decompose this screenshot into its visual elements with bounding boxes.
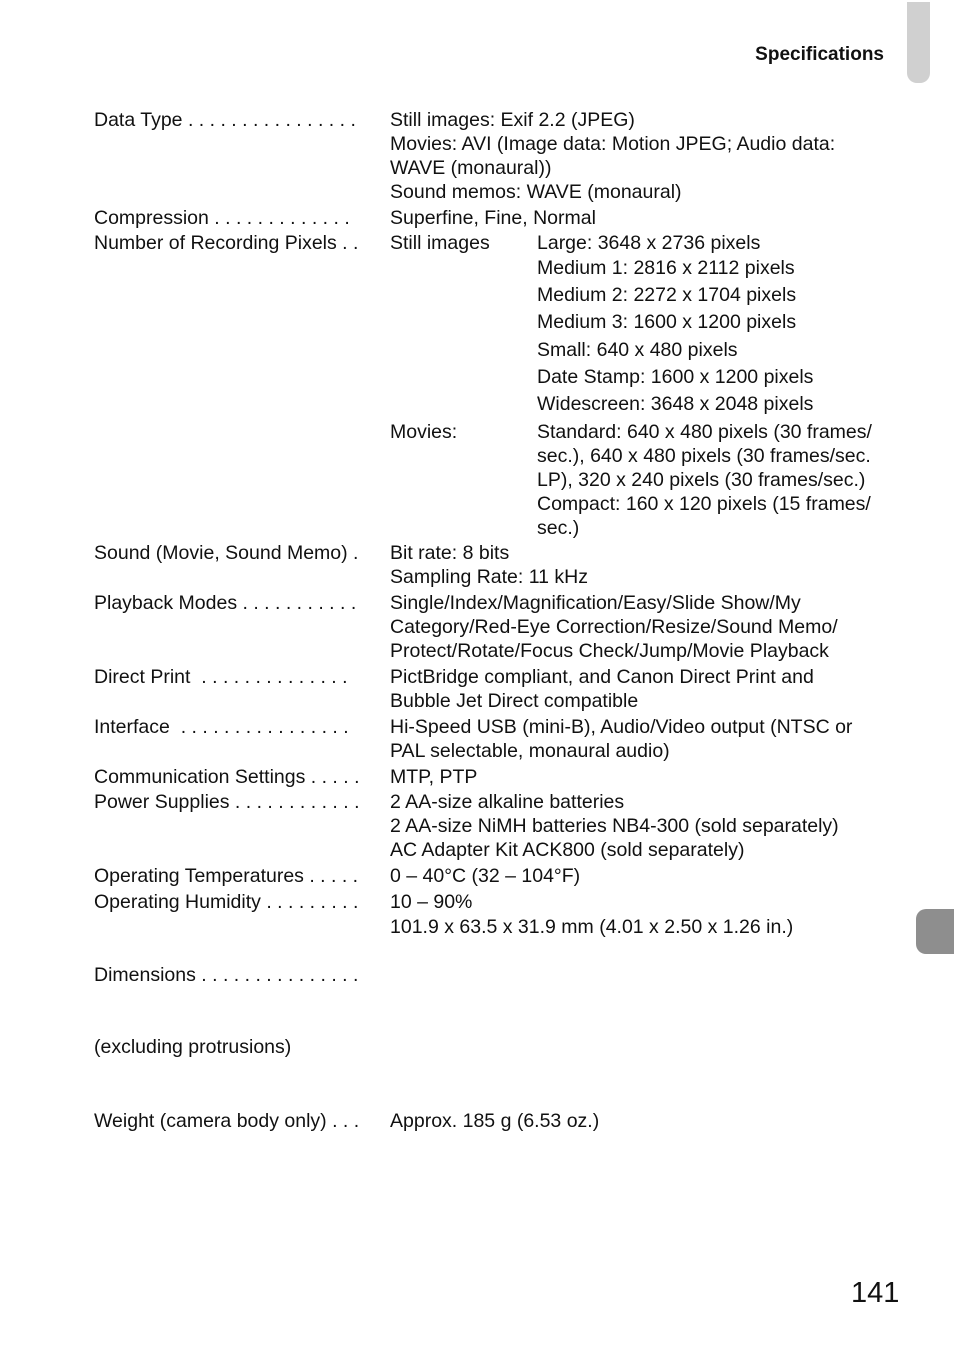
pixels-values <box>537 231 914 418</box>
spec-value-line: PAL selectable, monaural audio) <box>390 740 670 763</box>
pixels-value-line: Date Stamp: 1600 x 1200 pixels <box>537 365 814 388</box>
spec-label <box>94 915 390 1107</box>
pixels-value-line: LP), 320 x 240 pixels (30 frames/sec.) <box>537 469 866 492</box>
spec-value-line: Still images: Exif 2.2 (JPEG) <box>390 109 635 131</box>
pixels-still-images <box>390 231 914 418</box>
pixels-value-line: sec.), 640 x 480 pixels (30 frames/sec. <box>537 445 871 468</box>
spec-row-communication-settings <box>94 765 914 789</box>
spec-value-line: Bubble Jet Direct compatible <box>390 690 639 713</box>
pixels-category: Still images <box>390 232 490 254</box>
spec-value-line: Protect/Rotate/Focus Check/Jump/Movie Playback <box>390 640 829 663</box>
spec-label: Operating Temperatures . . . . . <box>94 865 359 888</box>
spec-value-line: 0 – 40°C (32 – 104°F) <box>390 865 581 888</box>
spec-label: Interface . . . . . . . . . . . . . . . . <box>94 716 349 739</box>
spec-value-line: Sound memos: WAVE (monaural) <box>390 181 682 203</box>
spec-row-recording-pixels <box>94 231 914 540</box>
pixels-value-line: Widescreen: 3648 x 2048 pixels <box>537 393 814 416</box>
spec-label: Power Supplies . . . . . . . . . . . . <box>94 791 360 814</box>
page-header-title: Specifications <box>755 44 884 65</box>
spec-row-playback-modes <box>94 591 914 663</box>
spec-value-line: Single/Index/Magnification/Easy/Slide Show/My <box>390 592 801 615</box>
spec-value <box>390 665 914 713</box>
spec-row-data-type <box>94 108 914 204</box>
recording-pixels-table <box>390 231 914 540</box>
spec-label: Playback Modes . . . . . . . . . . . <box>94 592 357 615</box>
spec-row-power-supplies <box>94 790 914 862</box>
spec-row-compression <box>94 206 914 230</box>
thumb-tab-top <box>907 2 930 83</box>
spec-value <box>390 715 914 763</box>
spec-row-operating-humidity <box>94 890 914 914</box>
pixels-value-line: Large: 3648 x 2736 pixels <box>537 232 761 254</box>
spec-value-line: WAVE (monaural)) <box>390 157 552 179</box>
spec-row-operating-temperatures <box>94 864 914 888</box>
spec-value-line: Movies: AVI (Image data: Motion JPEG; Audio data: <box>390 133 836 155</box>
spec-label: Weight (camera body only) . . . <box>94 1110 360 1133</box>
spec-row-weight <box>94 1109 914 1133</box>
spec-row-sound <box>94 541 914 589</box>
pixels-movies <box>390 420 914 540</box>
pixels-value-line: Medium 3: 1600 x 1200 pixels <box>537 311 797 334</box>
pixels-values <box>537 420 914 540</box>
spec-value-line: Hi-Speed USB (mini-B), Audio/Video output (NTSC or <box>390 716 853 739</box>
spec-value-line: PictBridge compliant, and Canon Direct Print and <box>390 666 814 689</box>
spec-value-line: MTP, PTP <box>390 766 478 789</box>
pixels-value-line: Small: 640 x 480 pixels <box>537 338 738 361</box>
spec-value <box>390 864 914 888</box>
spec-label: Data Type . . . . . . . . . . . . . . . . <box>94 109 356 131</box>
pixels-value-line: Medium 1: 2816 x 2112 pixels <box>537 257 795 279</box>
spec-row-direct-print <box>94 665 914 713</box>
spec-value <box>390 890 914 914</box>
spec-value-line: AC Adapter Kit ACK800 (sold separately) <box>390 839 745 862</box>
spec-label: Number of Recording Pixels . . <box>94 232 359 254</box>
spec-value-line: 2 AA-size NiMH batteries NB4-300 (sold separately) <box>390 815 839 838</box>
spec-value-line: Sampling Rate: 11 kHz <box>390 566 588 589</box>
spec-value-line: 2 AA-size alkaline batteries <box>390 791 625 814</box>
spec-label: Communication Settings . . . . . <box>94 766 360 789</box>
spec-row-dimensions <box>94 915 914 1107</box>
pixels-value-line: Compact: 160 x 120 pixels (15 frames/ <box>537 493 871 516</box>
page-number: 141 <box>851 1277 900 1309</box>
spec-value <box>390 591 914 663</box>
spec-label: Direct Print . . . . . . . . . . . . . . <box>94 666 348 689</box>
spec-value <box>390 790 914 862</box>
spec-value <box>390 541 914 589</box>
spec-value-line: Category/Red-Eye Correction/Resize/Sound Memo/ <box>390 616 838 639</box>
spec-label: Compression . . . . . . . . . . . . . <box>94 207 350 229</box>
spec-label: Sound (Movie, Sound Memo) . <box>94 542 359 565</box>
specifications-table <box>94 108 914 1133</box>
pixels-value-line: sec.) <box>537 517 580 540</box>
spec-value <box>390 108 914 204</box>
pixels-value-line: Standard: 640 x 480 pixels (30 frames/ <box>537 421 872 444</box>
spec-label: Operating Humidity . . . . . . . . . <box>94 891 359 914</box>
spec-value-line: 10 – 90% <box>390 891 473 914</box>
spec-row-interface <box>94 715 914 763</box>
spec-value <box>390 1109 914 1133</box>
spec-value-line: Approx. 185 g (6.53 oz.) <box>390 1110 600 1133</box>
pixels-category: Movies: <box>390 421 458 444</box>
spec-label-line: Dimensions . . . . . . . . . . . . . . . <box>94 964 359 987</box>
pixels-value-line: Medium 2: 2272 x 1704 pixels <box>537 284 797 307</box>
spec-value <box>390 915 914 1107</box>
spec-value-line: Superfine, Fine, Normal <box>390 207 596 229</box>
spec-label-line: (excluding protrusions) <box>94 1036 292 1059</box>
spec-value-line: Bit rate: 8 bits <box>390 542 510 565</box>
spec-value-line: 101.9 x 63.5 x 31.9 mm (4.01 x 2.50 x 1.26 in.) <box>390 916 794 939</box>
spec-value <box>390 206 914 230</box>
chapter-thumb-tab <box>916 909 954 954</box>
spec-value <box>390 765 914 789</box>
